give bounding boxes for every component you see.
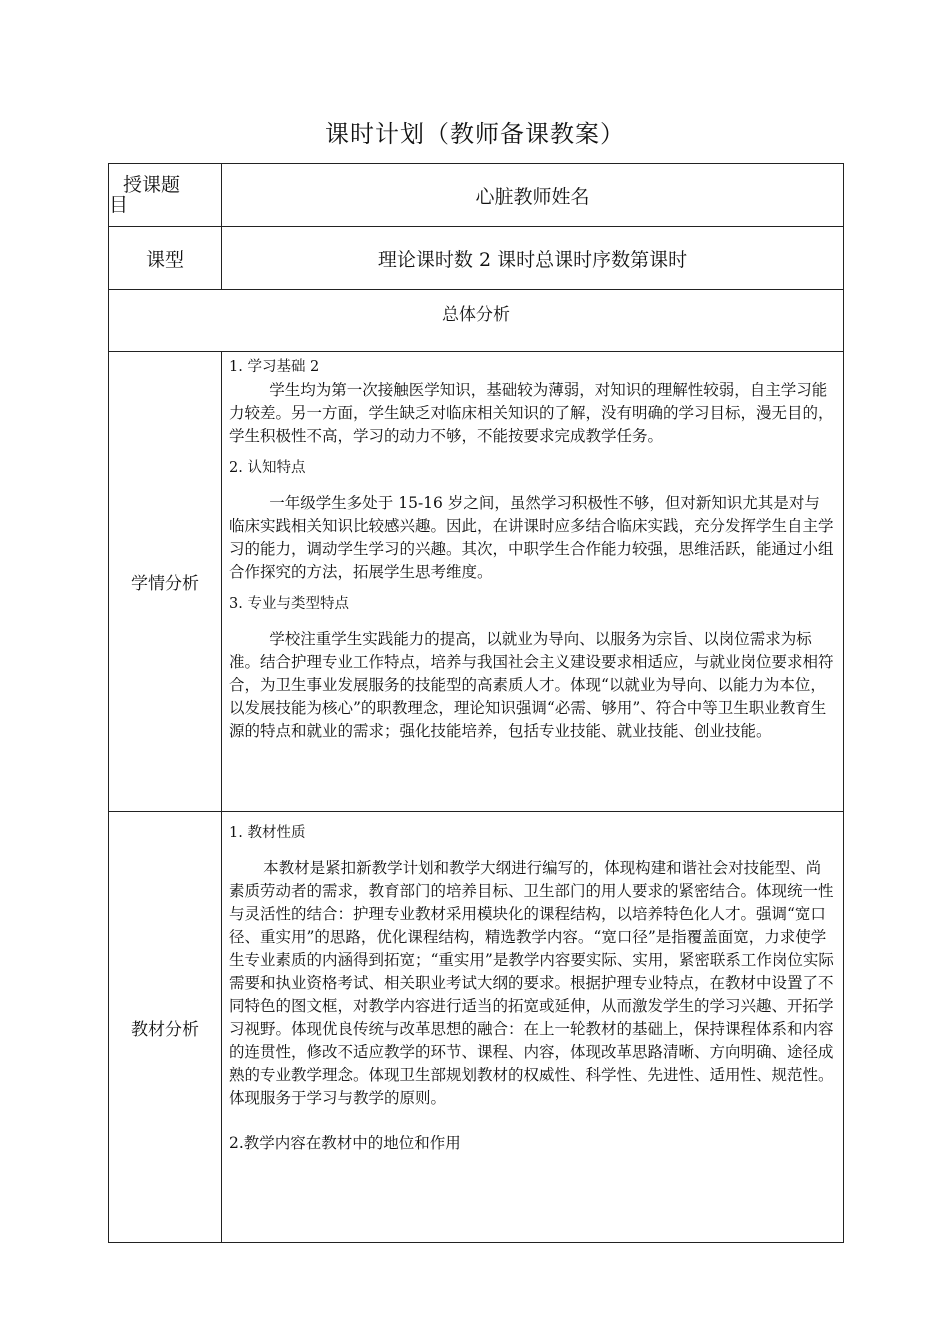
student-analysis-row (109, 352, 844, 812)
topic-row (109, 164, 844, 227)
textbook-analysis-row (109, 812, 844, 1243)
section-text: 本教材是紧扣新教学计划和教学大纲进行编写的，体现构建和谐社会对技能型、尚素质劳动者的需求，教育部门的培养目标、卫生部门的用人要求的紧密结合。体现统一性与灵活性的结合：护理专业教材采用模块化的课程结构，以培养特色化人才。强调“宽口径、重实用”的思路，优化课程结构，精选教学内容。“宽口径”是指覆盖面宽，力求使学生专业素质的内涵得到拓宽；“重实用”是教学内容要实际、实用，紧密联系工作岗位实际需要和执业资格考试、相关职业考试大纲的要求。根据护理专业特点，在教材中设置了不同特色的图文框，对教学内容进行适当的拓宽或延伸，从而激发学生的学习兴趣、开拓学习视野。体现优良传统与改革思想的融合：在上一轮教材的基础上，保持课程体系和内容的连贯性，修改不适应教学的环节、课程、内容，体现改革思路清晰、方向明确、途径成熟的专业教学理念。体现卫生部规划教材的权威性、科学性、先进性、适用性、规范性。体现服务于学习与教学的原则。 (229, 859, 834, 1107)
lesson-plan-table (108, 163, 844, 1243)
section-text: 一年级学生多处于 15-16 岁之间，虽然学习积极性不够，但对新知识尤其是对与临床实践相关知识比较感兴趣。因此，在讲课时应多结合临床实践，充分发挥学生自主学习的能力，调动学生学习的兴趣。其次，中职学生合作能力较强，思维活跃，能通过小组合作探究的方法，拓展学生思考维度。 (229, 494, 834, 581)
section-heading: 1. 教材性质 (229, 825, 306, 841)
section-heading: 2.教学内容在教材中的地位和作用 (229, 1134, 461, 1152)
section-heading: 3. 专业与类型特点 (229, 596, 349, 612)
textbook-analysis-content (222, 812, 844, 1243)
topic-value: 心脏教师姓名 (222, 164, 844, 227)
overall-analysis-heading: 总体分析 (109, 290, 844, 352)
textbook-analysis-label: 教材分析 (109, 812, 222, 1243)
student-analysis-content (222, 352, 844, 812)
lesson-type-value: 理论课时数 2 课时总课时序数第课时 (222, 227, 844, 290)
overall-row (109, 290, 844, 352)
student-analysis-label: 学情分析 (109, 352, 222, 812)
topic-label: 授课题 目 (109, 164, 222, 227)
section-text: 学生均为第一次接触医学知识，基础较为薄弱，对知识的理解性较弱，自主学习能力较差。另一方面，学生缺乏对临床相关知识的了解，没有明确的学习目标，漫无目的，学生积极性不高，学习的动力不够，不能按要求完成教学任务。 (229, 381, 834, 445)
page-title: 课时计划（教师备课教案） (325, 120, 625, 148)
lesson-type-row (109, 227, 844, 290)
section-heading: 1. 学习基础 2 (229, 359, 320, 375)
section-text: 学校注重学生实践能力的提高，以就业为导向、以服务为宗旨、以岗位需求为标准。结合护理专业工作特点，培养与我国社会主义建设要求相适应，与就业岗位要求相符合，为卫生事业发展服务的技能型的高素质人才。体现“以就业为导向、以能力为本位，以发展技能为核心”的职教理念，理论知识强调“必需、够用”、符合中等卫生职业教育生源的特点和就业的需求；强化技能培养，包括专业技能、就业技能、创业技能。 (229, 630, 834, 740)
lesson-type-label: 课型 (109, 227, 222, 290)
section-heading: 2. 认知特点 (229, 460, 306, 476)
